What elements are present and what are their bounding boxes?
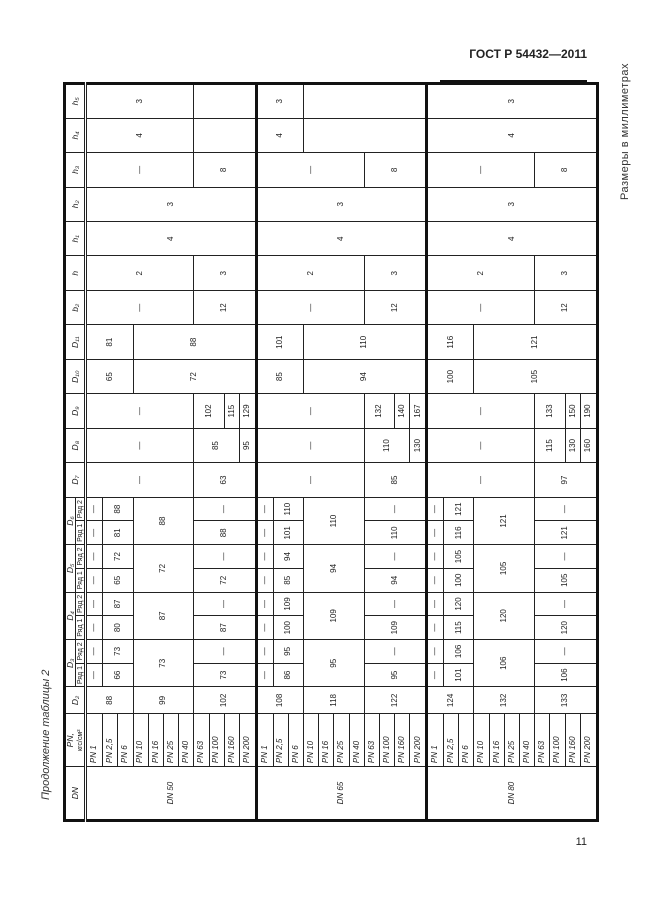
rotated-table-container [63, 82, 598, 822]
pn-cell: PN 25 [334, 714, 349, 767]
d9-cell: — [86, 394, 194, 428]
d9-cell: 132 [364, 394, 394, 428]
col-header-dn: DN [65, 767, 86, 821]
h2-cell: 3 [427, 187, 598, 221]
pn-cell: PN 1 [427, 714, 444, 767]
d3-row2-cell: — [194, 640, 256, 664]
d9-cell: 102 [194, 394, 224, 428]
d11-cell: 116 [427, 325, 474, 359]
col-header-d9: D₉ [65, 394, 86, 428]
d11-cell: 88 [133, 325, 256, 359]
pn-cell: PN 16 [319, 714, 334, 767]
d8-cell: 130 [565, 428, 580, 462]
h4-cell: 4 [86, 118, 194, 152]
col-header-b2: b₂ [65, 290, 86, 324]
pn-cell: PN 40 [179, 714, 194, 767]
d3-row2-cell: — [427, 640, 444, 664]
d4-merged-cell: 87 [133, 592, 194, 639]
d6-row1-cell: — [427, 521, 444, 545]
col-header-h1: h₁ [65, 222, 86, 256]
d4-row2-cell: — [427, 592, 444, 616]
d3-row1-cell: 95 [364, 663, 426, 687]
h4-empty-cell [303, 118, 426, 152]
b2-cell: 12 [364, 290, 426, 324]
d5-merged-cell: 94 [303, 545, 364, 592]
d7-cell: — [86, 463, 194, 497]
d5-row1-cell: — [427, 568, 444, 592]
d5-row2-cell: 94 [273, 545, 303, 569]
d8-cell: 130 [410, 428, 427, 462]
d6-row1-header: Ряд 1 [76, 521, 86, 545]
d10-cell: 105 [474, 359, 598, 393]
d4-merged-cell: 120 [474, 592, 535, 639]
d3-row2-cell: — [86, 640, 103, 664]
h4-empty-cell [194, 118, 256, 152]
h3-cell: 8 [364, 153, 426, 187]
d4-row1-header: Ряд 1 [76, 616, 86, 640]
d11-cell: 81 [86, 325, 133, 359]
d5-merged-cell: 105 [474, 545, 535, 592]
d7-cell: 97 [535, 463, 598, 497]
dn-cell: DN 80 [427, 767, 598, 821]
d3-row1-cell: — [427, 663, 444, 687]
d8-cell: 160 [580, 428, 597, 462]
h3-cell: 8 [194, 153, 256, 187]
pn-cell: PN 63 [535, 714, 550, 767]
d6-row1-cell: 101 [273, 521, 303, 545]
d9-cell: — [256, 394, 364, 428]
h-cell: 3 [535, 256, 598, 290]
d5-row2-header: Ряд 2 [76, 545, 86, 569]
table-row [427, 84, 444, 821]
d9-cell: 133 [535, 394, 565, 428]
col-header-d11: D₁₁ [65, 325, 86, 359]
col-header-h: h [65, 256, 86, 290]
d8-cell: 85 [194, 428, 240, 462]
d3-merged-cell: 95 [303, 640, 364, 687]
d5-row1-cell: 94 [364, 568, 426, 592]
d4-row2-cell: 120 [444, 592, 474, 616]
col-header-h4: h₄ [65, 118, 86, 152]
pn-cell: PN 200 [580, 714, 597, 767]
h1-cell: 4 [427, 222, 598, 256]
d3-row2-cell: 106 [444, 640, 474, 664]
col-header-h5: h₅ [65, 84, 86, 119]
h-cell: 3 [194, 256, 256, 290]
d2-cell: 132 [474, 687, 535, 714]
d5-row1-header: Ряд 1 [76, 568, 86, 592]
d9-cell: 115 [224, 394, 239, 428]
d5-row2-cell: 72 [103, 545, 133, 569]
pn-cell: PN 200 [410, 714, 427, 767]
d4-row2-cell: — [364, 592, 426, 616]
d6-row2-cell: 121 [444, 497, 474, 521]
d8-cell: 95 [239, 428, 256, 462]
pn-cell: PN 1 [86, 714, 103, 767]
d3-row2-header: Ряд 2 [76, 640, 86, 664]
d3-row1-cell: 101 [444, 663, 474, 687]
col-header-d3: D₃ [65, 640, 76, 687]
d6-row2-cell: — [427, 497, 444, 521]
d4-row1-cell: 80 [103, 616, 133, 640]
d5-row2-cell: 105 [444, 545, 474, 569]
pn-unit: кгс/см² [76, 729, 84, 752]
d6-row1-cell: 116 [444, 521, 474, 545]
d3-row2-cell: 73 [103, 640, 133, 664]
d4-row2-cell: — [194, 592, 256, 616]
d2-cell: 88 [86, 687, 133, 714]
d5-row1-cell: 105 [535, 568, 598, 592]
d3-row1-cell: 106 [535, 663, 598, 687]
d3-row1-cell: — [86, 663, 103, 687]
d8-cell: — [256, 428, 364, 462]
d9-cell: 150 [565, 394, 580, 428]
d4-row1-cell: — [256, 616, 273, 640]
page-number: 11 [575, 836, 587, 848]
b2-cell: — [427, 290, 535, 324]
table-body [86, 84, 598, 821]
pn-cell: PN 63 [364, 714, 379, 767]
pn-cell: PN 25 [504, 714, 519, 767]
pn-cell: PN 40 [349, 714, 364, 767]
h5-empty-cell [303, 84, 426, 119]
d7-cell: 63 [194, 463, 256, 497]
d10-cell: 65 [86, 359, 133, 393]
d4-row2-cell: 109 [273, 592, 303, 616]
d4-row2-header: Ряд 2 [76, 592, 86, 616]
dn-cell: DN 65 [256, 767, 426, 821]
col-header-d4: D₄ [65, 592, 76, 639]
h2-cell: 3 [256, 187, 426, 221]
d3-row1-cell: 86 [273, 663, 303, 687]
d3-row1-cell: 66 [103, 663, 133, 687]
pn-cell: PN 160 [565, 714, 580, 767]
d4-row1-cell: 87 [194, 616, 256, 640]
d7-cell: 85 [364, 463, 426, 497]
h-cell: 2 [427, 256, 535, 290]
col-header-d5: D₅ [65, 545, 76, 592]
d6-merged-cell: 121 [474, 497, 535, 544]
d5-row2-cell: — [427, 545, 444, 569]
d11-cell: 101 [256, 325, 303, 359]
d6-row2-cell: — [535, 497, 598, 521]
col-header-d2: D₂ [65, 687, 86, 714]
d5-row2-cell: — [535, 545, 598, 569]
h5-cell: 3 [256, 84, 303, 119]
d10-cell: 94 [303, 359, 426, 393]
d3-row2-cell: 95 [273, 640, 303, 664]
pn-cell: PN 160 [224, 714, 239, 767]
d5-row1-cell: — [256, 568, 273, 592]
h3-cell: 8 [535, 153, 598, 187]
b2-cell: 12 [194, 290, 256, 324]
d4-merged-cell: 109 [303, 592, 364, 639]
d10-cell: 100 [427, 359, 474, 393]
d2-cell: 124 [427, 687, 474, 714]
h1-cell: 4 [256, 222, 426, 256]
h3-cell: — [256, 153, 364, 187]
dn-cell: DN 50 [86, 767, 256, 821]
d9-cell: 129 [239, 394, 256, 428]
d5-row1-cell: 100 [444, 568, 474, 592]
d3-row2-cell: — [364, 640, 426, 664]
pn-cell: PN 16 [489, 714, 504, 767]
d2-cell: 133 [535, 687, 598, 714]
d6-row2-cell: — [86, 497, 103, 521]
d4-row2-cell: — [256, 592, 273, 616]
h4-cell: 4 [427, 118, 598, 152]
d3-merged-cell: 73 [133, 640, 194, 687]
table-row [256, 84, 273, 821]
d4-row1-cell: 120 [535, 616, 598, 640]
d3-row1-header: Ряд 1 [76, 663, 86, 687]
d5-merged-cell: 72 [133, 545, 194, 592]
d5-row1-cell: 72 [194, 568, 256, 592]
d6-row2-cell: 110 [273, 497, 303, 521]
d8-cell: — [86, 428, 194, 462]
d2-cell: 122 [364, 687, 426, 714]
col-header-d6: D₆ [65, 497, 76, 544]
pn-cell: PN 100 [550, 714, 565, 767]
h-cell: 2 [86, 256, 194, 290]
b2-cell: — [256, 290, 364, 324]
pn-cell: PN 25 [163, 714, 178, 767]
d5-row2-cell: — [86, 545, 103, 569]
b2-cell: — [86, 290, 194, 324]
pn-cell: PN 100 [380, 714, 395, 767]
pn-cell: PN 40 [520, 714, 535, 767]
d11-cell: 121 [474, 325, 598, 359]
h5-empty-cell [194, 84, 256, 119]
d6-row1-cell: 81 [103, 521, 133, 545]
d4-row1-cell: 109 [364, 616, 426, 640]
b2-cell: 12 [535, 290, 598, 324]
d6-merged-cell: 88 [133, 497, 194, 544]
pn-cell: PN 2,5 [444, 714, 459, 767]
d9-cell: 167 [410, 394, 427, 428]
d6-row2-cell: — [194, 497, 256, 521]
h-cell: 3 [364, 256, 426, 290]
d2-cell: 102 [194, 687, 256, 714]
d11-cell: 110 [303, 325, 426, 359]
d5-row2-cell: — [194, 545, 256, 569]
standard-header: ГОСТ Р 54432—2011 [469, 47, 587, 61]
d4-row2-cell: — [535, 592, 598, 616]
pn-cell: PN 10 [303, 714, 318, 767]
d5-row1-cell: — [86, 568, 103, 592]
col-header-h3: h₃ [65, 153, 86, 187]
d8-cell: — [427, 428, 535, 462]
d4-row1-cell: 115 [444, 616, 474, 640]
pn-cell: PN 100 [209, 714, 224, 767]
d2-cell: 118 [303, 687, 364, 714]
d9-cell: 140 [395, 394, 410, 428]
d4-row2-cell: 87 [103, 592, 133, 616]
d6-row2-cell: — [256, 497, 273, 521]
d5-row2-cell: — [364, 545, 426, 569]
d4-row2-cell: — [86, 592, 103, 616]
d6-row1-cell: — [256, 521, 273, 545]
col-header-d10: D₁₀ [65, 359, 86, 393]
pn-cell: PN 16 [148, 714, 163, 767]
d8-cell: 110 [364, 428, 410, 462]
pn-cell: PN 2,5 [273, 714, 288, 767]
pn-cell: PN 10 [133, 714, 148, 767]
pn-cell: PN 6 [459, 714, 474, 767]
col-header-pn [65, 714, 86, 767]
d10-cell: 85 [256, 359, 303, 393]
h1-cell: 4 [86, 222, 256, 256]
d2-cell: 99 [133, 687, 194, 714]
d4-row1-cell: 100 [273, 616, 303, 640]
d4-row1-cell: — [86, 616, 103, 640]
d9-cell: 190 [580, 394, 597, 428]
d5-row1-cell: 65 [103, 568, 133, 592]
col-header-h2: h₂ [65, 187, 86, 221]
pn-cell: PN 63 [194, 714, 209, 767]
d9-cell: — [427, 394, 535, 428]
table-row [86, 84, 103, 821]
pn-cell: PN 6 [288, 714, 303, 767]
h-cell: 2 [256, 256, 364, 290]
d10-cell: 72 [133, 359, 256, 393]
col-header-d7: D₇ [65, 463, 86, 497]
h5-cell: 3 [427, 84, 598, 119]
d4-row1-cell: — [427, 616, 444, 640]
pn-cell: PN 10 [474, 714, 489, 767]
pn-cell: PN 1 [256, 714, 273, 767]
h4-cell: 4 [256, 118, 303, 152]
d3-merged-cell: 106 [474, 640, 535, 687]
d7-cell: — [427, 463, 535, 497]
pn-cell: PN 160 [395, 714, 410, 767]
d6-row1-cell: 88 [194, 521, 256, 545]
pn-label: PN, [65, 733, 75, 748]
d3-row2-cell: — [256, 640, 273, 664]
d6-row2-header: Ряд 2 [76, 497, 86, 521]
d6-merged-cell: 110 [303, 497, 364, 544]
d3-row2-cell: — [535, 640, 598, 664]
d7-cell: — [256, 463, 364, 497]
d6-row1-cell: 110 [364, 521, 426, 545]
dimensions-table [63, 82, 599, 822]
d6-row2-cell: — [364, 497, 426, 521]
h5-cell: 3 [86, 84, 194, 119]
d5-row2-cell: — [256, 545, 273, 569]
table-continuation-caption: Продолжение таблицы 2 [40, 669, 52, 800]
d3-row1-cell: — [256, 663, 273, 687]
d6-row2-cell: 88 [103, 497, 133, 521]
d8-cell: 115 [535, 428, 565, 462]
pn-cell: PN 200 [239, 714, 256, 767]
d2-cell: 108 [256, 687, 303, 714]
d6-row1-cell: 121 [535, 521, 598, 545]
pn-cell: PN 2,5 [103, 714, 118, 767]
h3-cell: — [86, 153, 194, 187]
pn-cell: PN 6 [118, 714, 133, 767]
units-caption: Размеры в миллиметрах [619, 63, 631, 200]
d6-row1-cell: — [86, 521, 103, 545]
col-header-d8: D₈ [65, 428, 86, 462]
d3-row1-cell: 73 [194, 663, 256, 687]
h3-cell: — [427, 153, 535, 187]
d5-row1-cell: 85 [273, 568, 303, 592]
h2-cell: 3 [86, 187, 256, 221]
